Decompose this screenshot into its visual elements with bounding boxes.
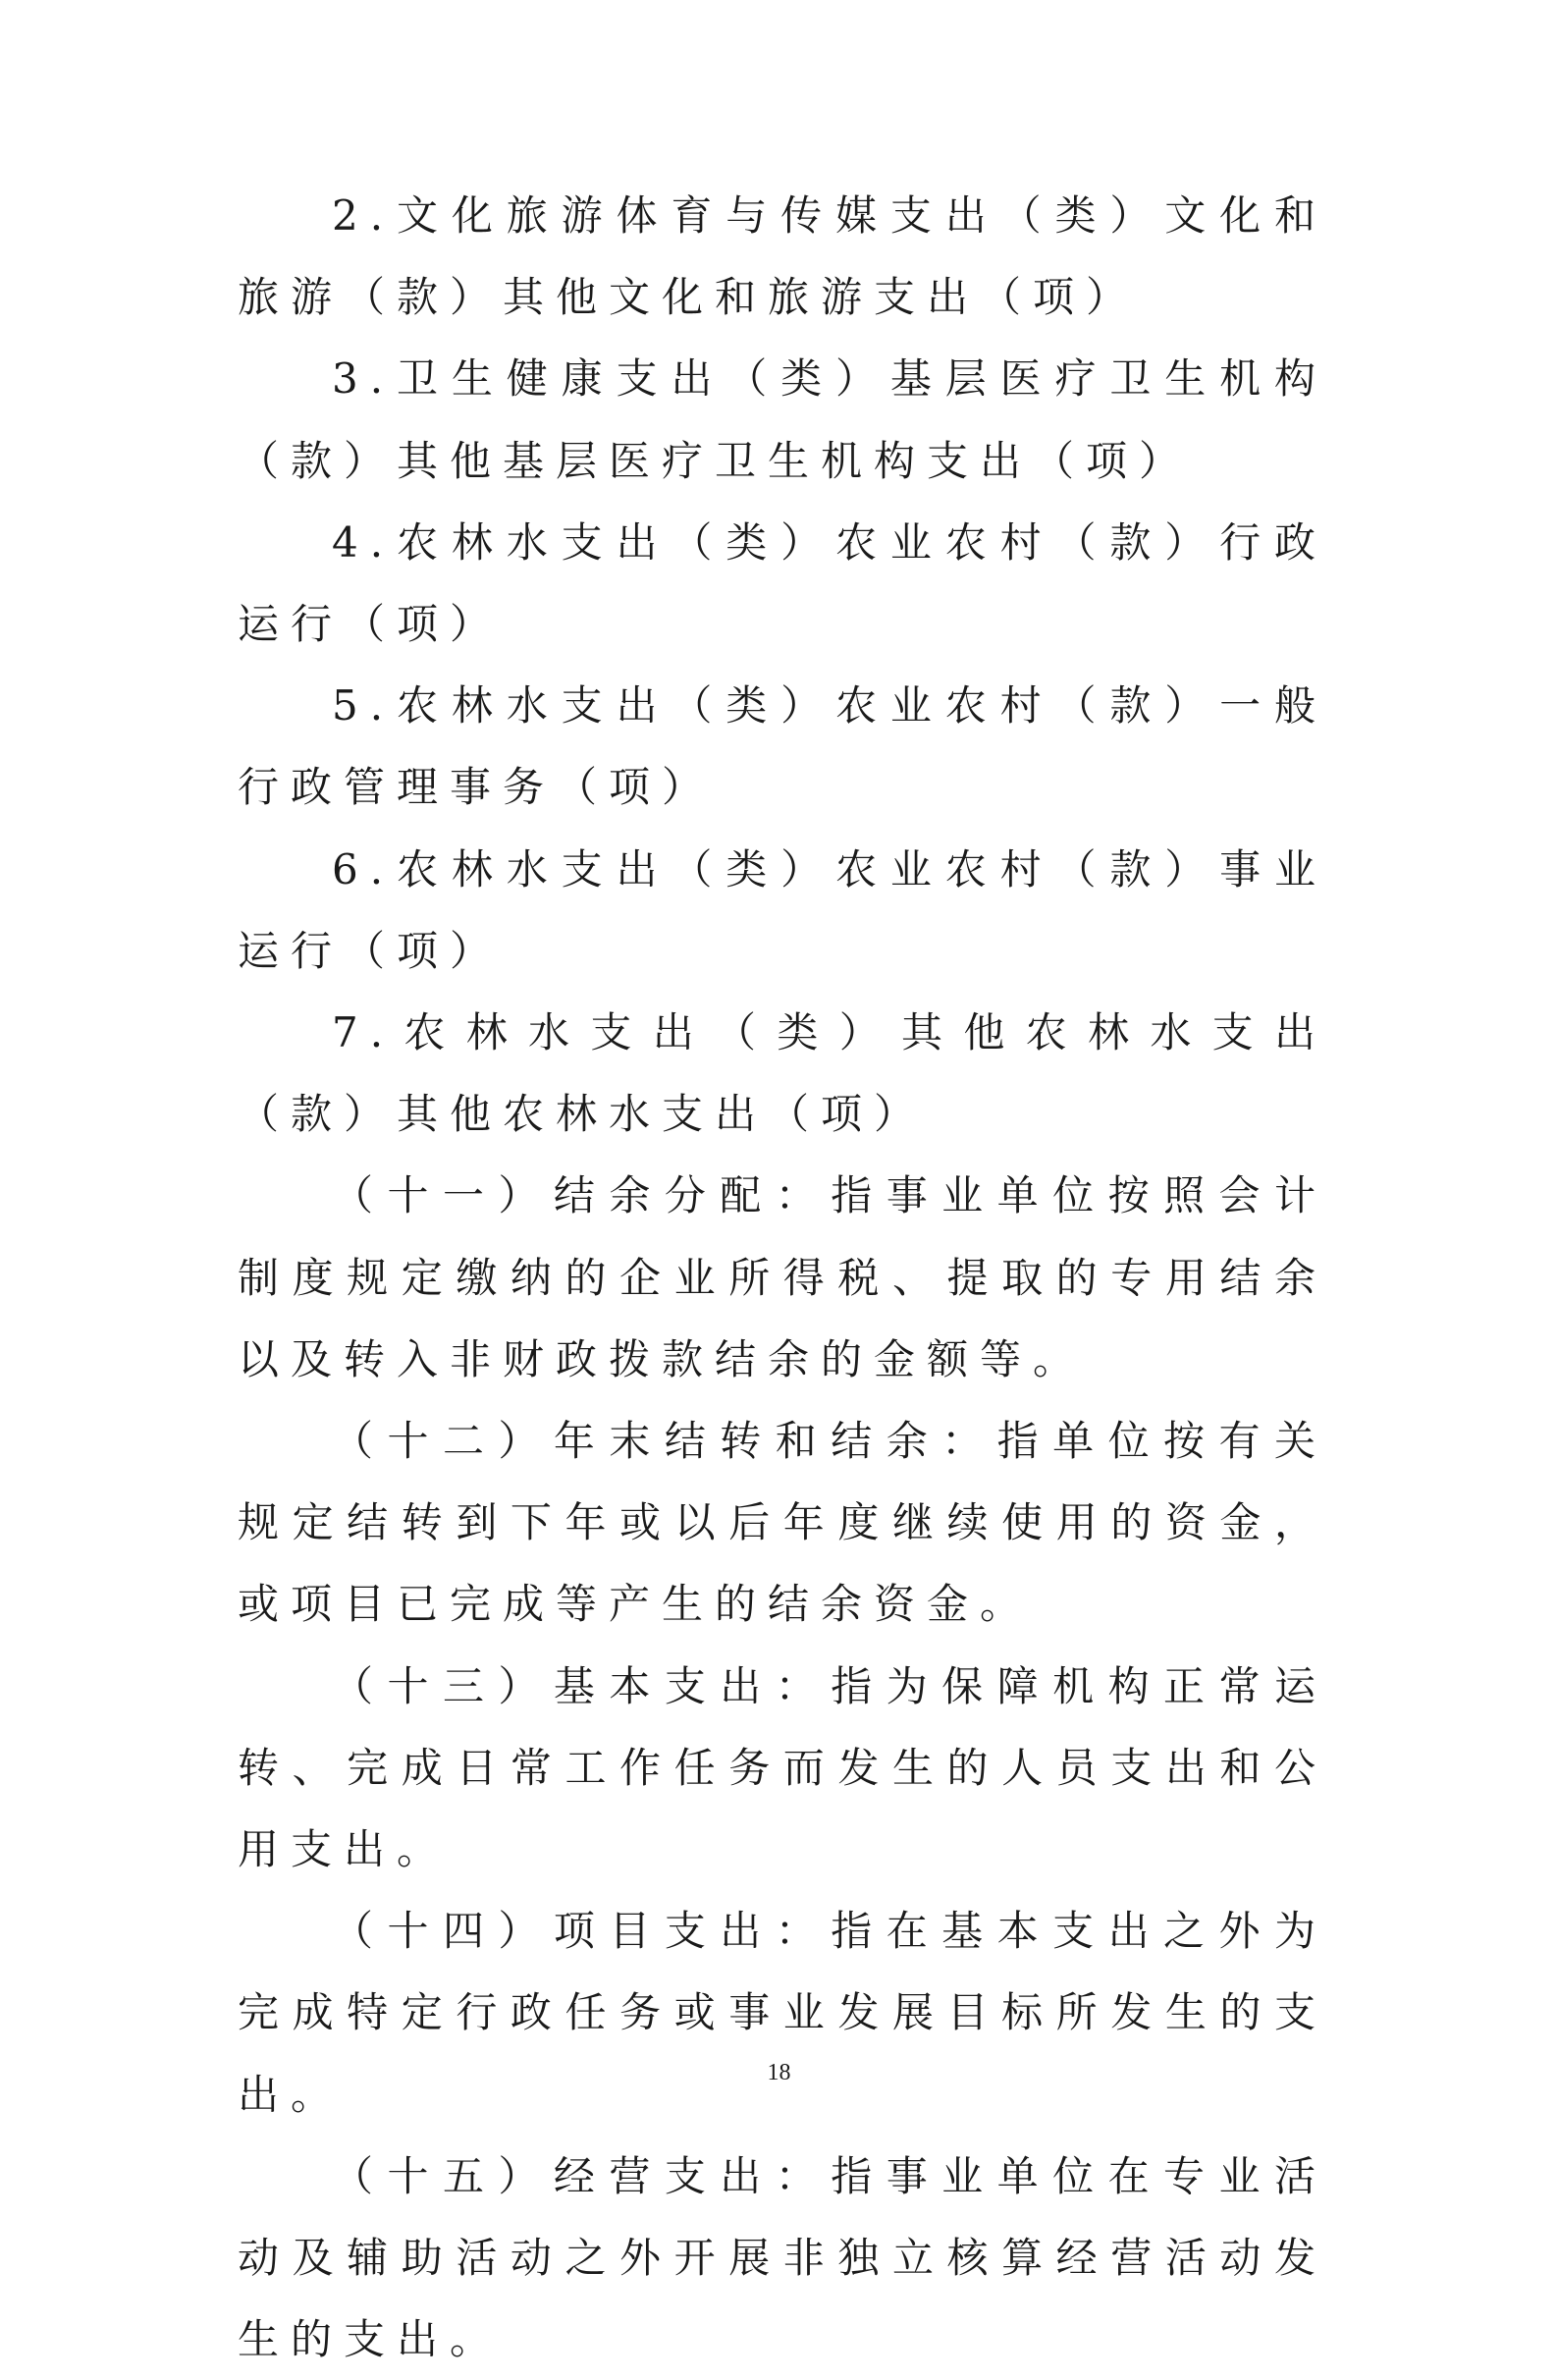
page-number: 18 bbox=[767, 2060, 791, 2085]
paragraph-item-5: 5.农林水支出（类）农业农村（款）一般行政管理事务（项） bbox=[238, 681, 1327, 812]
paragraph-section-14: （十四）项目支出：指在基本支出之外为完成特定行政任务或事业发展目标所发生的支出。 bbox=[238, 1907, 1327, 2119]
paragraph-section-13: （十三）基本支出：指为保障机构正常运转、完成日常工作任务而发生的人员支出和公用支出。 bbox=[238, 1661, 1327, 1874]
paragraph-item-4: 4.农林水支出（类）农业农村（款）行政运行（项） bbox=[238, 517, 1327, 649]
paragraph-item-3: 3.卫生健康支出（类）基层医疗卫生机构（款）其他基层医疗卫生机构支出（项） bbox=[238, 354, 1327, 485]
paragraph-item-7: 7.农林水支出（类）其他农林水支出（款）其他农林水支出（项） bbox=[238, 1008, 1327, 1139]
paragraph-section-11: （十一）结余分配：指事业单位按照会计制度规定缴纳的企业所得税、提取的专用结余以及转入非财政拨款结余的金额等。 bbox=[238, 1171, 1327, 1383]
paragraph-section-12: （十二）年末结转和结余：指单位按有关规定结转到下年或以后年度继续使用的资金，或项目已完成等产生的结余资金。 bbox=[238, 1417, 1327, 1629]
paragraph-section-15: （十五）经营支出：指事业单位在专业活动及辅助活动之外开展非独立核算经营活动发生的支出。 bbox=[238, 2151, 1327, 2364]
paragraph-item-2: 2.文化旅游体育与传媒支出（类）文化和旅游（款）其他文化和旅游支出（项） bbox=[238, 191, 1327, 322]
body-text bbox=[238, 175, 1327, 2380]
paragraph-item-6: 6.农林水支出（类）农业农村（款）事业运行（项） bbox=[238, 844, 1327, 975]
